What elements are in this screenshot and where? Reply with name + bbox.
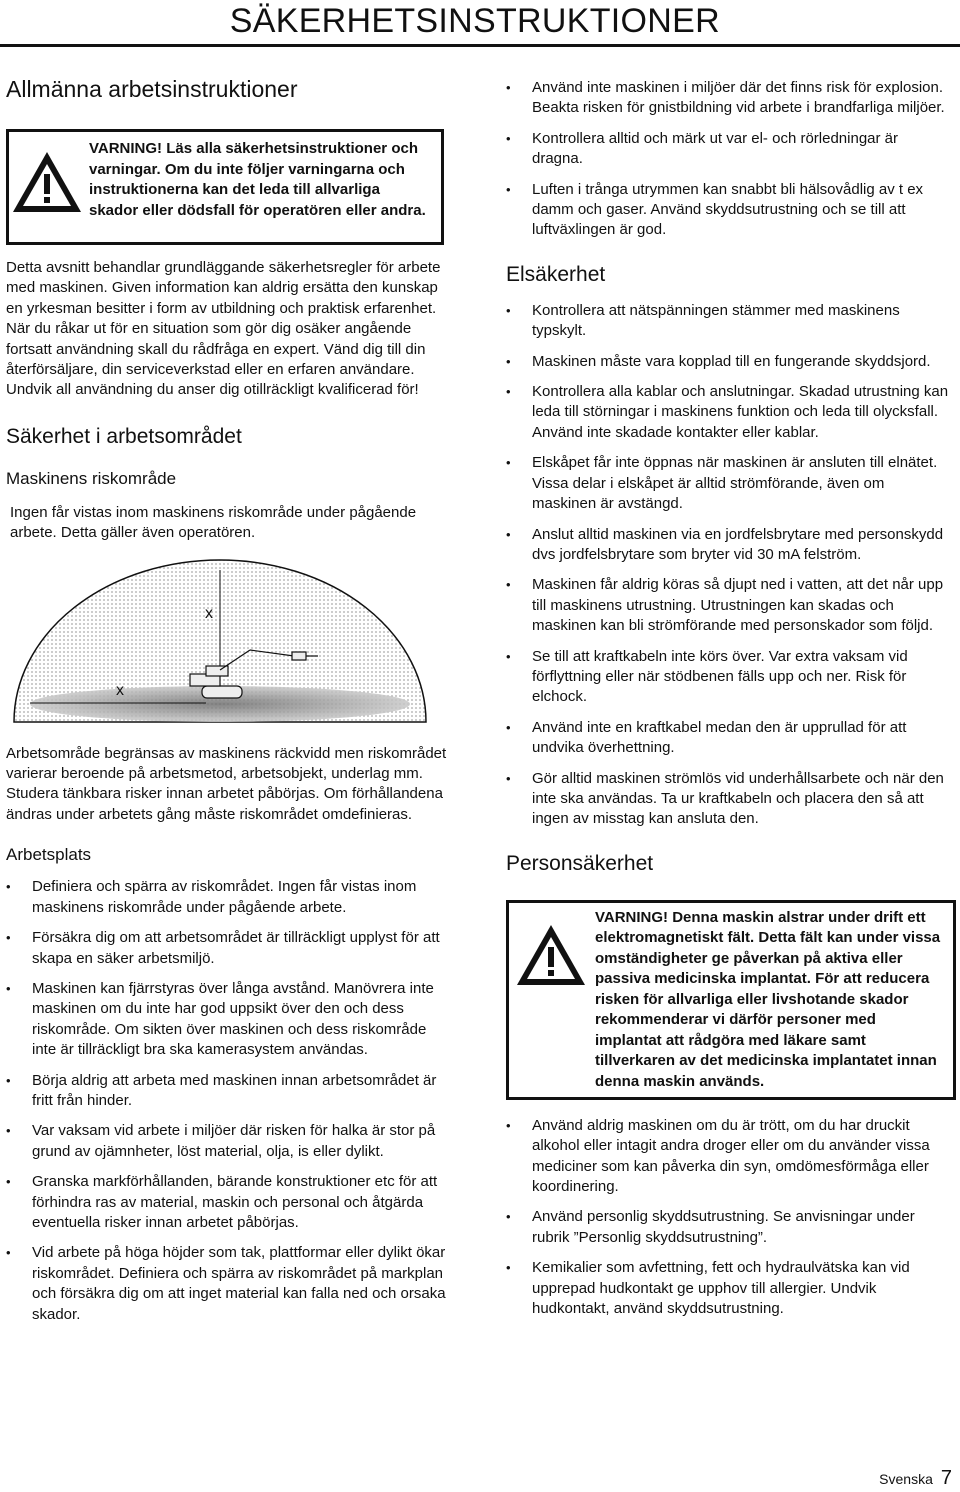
general-heading: Allmänna arbetsinstruktioner (6, 76, 298, 102)
electrical-item: • Kontrollera att nätspänningen stämmer med maskinens typskylt. (506, 301, 952, 342)
electrical-item: • Maskinen får aldrig köras så djupt ned i vatten, att det når upp till maskinens utrustning. Utrustningen kan skadas och maskinen kan bli strömförande med personskador som följd. (506, 575, 952, 636)
environment-item: • Kontrollera alltid och märk ut var el- och rörledningar är dragna. (506, 129, 952, 170)
risk-zone-diagram (6, 558, 446, 728)
work-area-paragraph: Arbetsområde begränsas av maskinens räckvidd men riskområdet varierar beroende på arbetsmetod, arbetsobjekt, underlag mm. Studera tänkbara risker innan arbetet påbörjas. Om förhållandena ändras under arbetets gång måste riskområdet omdefinieras. (6, 744, 447, 823)
workplace-item: • Börja aldrig att arbeta med maskinen innan arbetsområdet är fritt från hinder. (6, 1071, 452, 1112)
electrical-item: • Anslut alltid maskinen via en jordfelsbrytare med personskydd dvs jordfelsbrytare som bryter vid 30 mA felström. (506, 525, 952, 566)
work-area-heading: Säkerhet i arbetsområdet (6, 424, 242, 448)
personal-list (506, 1116, 952, 1320)
footer-language: Svenska (879, 1471, 933, 1487)
intro-paragraph: Detta avsnitt behandlar grundläggande säkerhetsregler för arbete med maskinen. Given information kan aldrig ersätta den kunskap en yrkesman besitter i form av utbildning och praktisk erfarenhet. När du råkar ut för en situation som gör dig osäker angående fortsatt användning skall du rådfråga en expert. Vänd dig till din återförsäljare, din serviceverkstad eller en erfaren användare. Undvik all användning du anser dig otillräckligt kvalificerad för! (6, 259, 441, 399)
electrical-item: • Gör alltid maskinen strömlös vid underhållsarbete och när den inte ska användas. Ta ur kraftkabeln och placera den så att ingen av misstag kan ansluta den. (506, 769, 952, 830)
workplace-item: • Var vaksam vid arbete i miljöer där risken för halka är stor på grund av ojämnheter, löst material, olja, is eller dylikt. (6, 1121, 452, 1162)
personal-item: • Använd personlig skyddsutrustning. Se anvisningar under rubrik ”Personlig skyddsutrustning”. (506, 1207, 952, 1248)
personal-item: • Kemikalier som avfettning, fett och hydraulvätska kan vid upprepad hudkontakt ge upphov till allergier. Undvik hudkontakt, använd skyddsutrustning. (506, 1258, 952, 1319)
environment-item: • Använd inte maskinen i miljöer där det finns risk för explosion. Beakta risken för gnistbildning vid arbete i brandfarliga miljöer. (506, 78, 952, 119)
workplace-item: • Försäkra dig om att arbetsområdet är tillräckligt upplyst för att skapa en säker arbetsmiljö. (6, 928, 452, 969)
workplace-item: • Maskinen kan fjärrstyras över långa avstånd. Manövrera inte maskinen om du inte har god uppsikt över den och dess riskområde. Om sikten över maskinen och dess riskområde inte är tillräckligt bra ska kamerasystem användas. (6, 979, 452, 1061)
warning-box-emf (506, 900, 956, 1100)
electrical-item: • Elskåpet får inte öppnas när maskinen är ansluten till elnätet. Vissa delar i elskåpet är alltid strömförande, även om maskinen är avstängd. (506, 453, 952, 514)
workplace-item: • Definiera och spärra av riskområdet. Ingen får vistas inom maskinens riskområde under pågående arbete. (6, 877, 452, 918)
electrical-item: • Maskinen måste vara kopplad till en fungerande skyddsjord. (506, 352, 952, 372)
right-column (506, 60, 952, 1319)
workplace-item: • Vid arbete på höga höjder som tak, plattformar eller dylikt ökar riskområdet. Definiera och spärra av riskområdet på markplan och försäkra dig om att inget material kan falla ned och orsaka skador. (6, 1243, 452, 1325)
personal-heading: Personsäkerhet (506, 851, 654, 875)
workplace-heading: Arbetsplats (6, 845, 92, 865)
electrical-heading: Elsäkerhet (506, 262, 606, 286)
diagram-marker-top: x (205, 604, 213, 622)
electrical-list (506, 301, 952, 830)
risk-zone-paragraph: Ingen får vistas inom maskinens riskområde under pågående arbete. Detta gäller även operatören. (10, 503, 417, 542)
warning-triangle-icon (9, 148, 85, 218)
environment-list (506, 78, 952, 241)
warning-text-emf: VARNING! Denna maskin alstrar under drift ett elektromagnetiskt fält. Detta fält kan under vissa omständigheter ge påverkan på aktiva eller passiva medicinska implantat. För att reducera risken för allvarliga eller livshotande skador rekommenderar vi därför personer med implantat att rådgöra med läkare samt tillverkaren av det medicinska implantatet innan denna maskin används. (595, 908, 941, 1090)
warning-text-general: VARNING! Läs alla säkerhetsinstruktioner och varningar. Om du inte följer varningarna och instruktionerna kan det leda till allvarliga skador eller dödsfall för operatören eller andra. (89, 140, 426, 219)
warning-triangle-icon (513, 921, 589, 991)
electrical-item: • Se till att kraftkabeln inte körs över. Var extra vaksam vid förflyttning eller när stödbenen fälls upp och ner. Risk för elchock. (506, 647, 952, 708)
workplace-list (6, 877, 452, 1325)
page-number: 7 (940, 1467, 952, 1489)
diagram-marker-side: x (116, 681, 124, 699)
electrical-item: • Kontrollera alla kablar och anslutningar. Skadad utrustning kan leda till störningar i maskinens funktion och leda till olycksfall. Använd inte skadade kontakter eller kablar. (506, 382, 952, 443)
title-rule (0, 44, 960, 47)
warning-box-general (6, 129, 444, 245)
electrical-item: • Använd inte en kraftkabel medan den är upprullad för att undvika överhettning. (506, 718, 952, 759)
left-column (6, 60, 452, 1325)
risk-zone-heading: Maskinens riskområde (6, 468, 177, 488)
page-footer (879, 1467, 952, 1490)
personal-item: • Använd aldrig maskinen om du är trött, om du har druckit alkohol eller intagit andra droger eller om du använder vissa mediciner som kan påverka din syn, omdömesförmåga eller koordinering. (506, 1116, 952, 1198)
environment-item: • Luften i trånga utrymmen kan snabbt bli hälsovådlig av t ex damm och gaser. Använd skyddsutrustning och se till att luftväxlingen är god. (506, 180, 952, 241)
workplace-item: • Granska markförhållanden, bärande konstruktioner etc för att förhindra ras av material, maskin och personal och åtgärda eventuella risker innan arbetet påbörjas. (6, 1172, 452, 1233)
page-title: SÄKERHETSINSTRUKTIONER (229, 2, 720, 40)
